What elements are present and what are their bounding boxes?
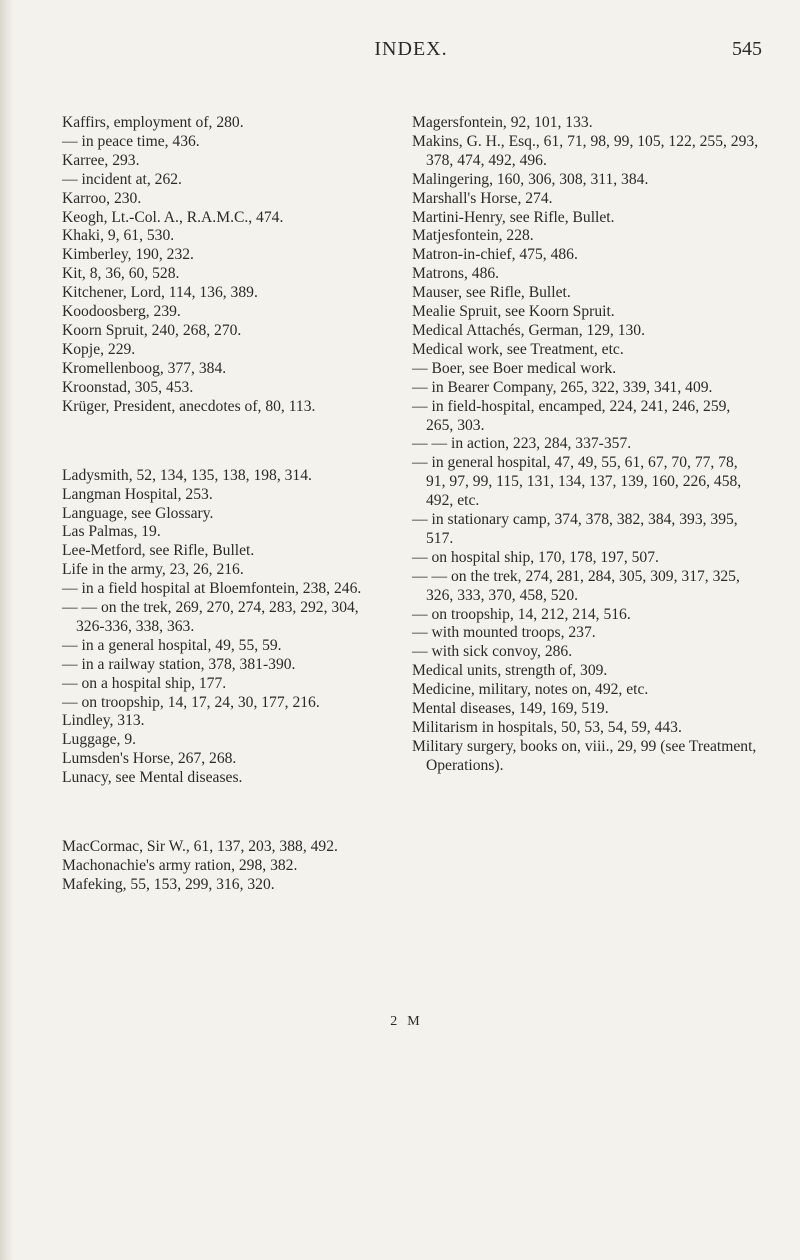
signature-number: 2: [390, 1014, 398, 1029]
index-entry: Karroo, 230.: [62, 189, 142, 207]
index-entry: Martini-Henry, see Rifle, Bullet.: [412, 208, 615, 226]
index-entry: Kromellenboog, 377, 384.: [62, 359, 227, 377]
index-entry: — in a railway station, 378, 381-390.: [62, 655, 296, 673]
signature-mark: [0, 1014, 800, 1030]
index-entry: Lee-Metford, see Rifle, Bullet.: [62, 542, 255, 560]
index-entry: Khaki, 9, 61, 530.: [62, 227, 175, 245]
index-entry: Language, see Glossary.: [62, 504, 214, 522]
index-entry: Mafeking, 55, 153, 299, 316, 320.: [62, 876, 275, 894]
index-entry: Ladysmith, 52, 134, 135, 138, 198, 314.: [62, 466, 312, 484]
index-entry: — on a hospital ship, 177.: [62, 674, 227, 692]
index-entry: Kroonstad, 305, 453.: [62, 378, 194, 396]
index-entry: Lindley, 313.: [62, 712, 145, 730]
index-entry: — in Bearer Company, 265, 322, 339, 341, 409.: [412, 378, 713, 396]
index-entry: Koorn Spruit, 240, 268, 270.: [62, 321, 242, 339]
index-entry: Life in the army, 23, 26, 216.: [62, 561, 244, 579]
index-entry: Krüger, President, anecdotes of, 80, 113.: [62, 397, 316, 415]
index-entry: Militarism in hospitals, 50, 53, 54, 59, 443.: [412, 719, 682, 736]
index-entry: Luggage, 9.: [62, 731, 137, 749]
signature-letter: M: [407, 1014, 420, 1029]
index-entry: — Boer, see Boer medical work.: [412, 359, 617, 377]
index-entry: Kaffirs, employment of, 280.: [62, 114, 244, 131]
index-entry: Karree, 293.: [62, 151, 140, 169]
index-entry: — in field-hospital, encamped, 224, 241, 246, 259, 265, 303.: [412, 397, 731, 434]
index-entry: — on troopship, 14, 212, 214, 516.: [412, 605, 631, 623]
index-column-left: [62, 114, 380, 895]
index-entry: Magersfontein, 92, 101, 133.: [412, 114, 593, 131]
index-entry: Kopje, 229.: [62, 340, 136, 358]
index-entry: Kimberley, 190, 232.: [62, 246, 194, 264]
index-entry: Makins, G. H., Esq., 61, 71, 98, 99, 105, 122, 255, 293, 378, 474, 492, 496.: [412, 132, 759, 169]
index-entry: — incident at, 262.: [62, 170, 182, 188]
index-entry: — — on the trek, 269, 270, 274, 283, 292, 304, 326-336, 338, 363.: [62, 599, 359, 635]
index-entry: Matrons, 486.: [412, 265, 500, 283]
index-entry: Matron-in-chief, 475, 486.: [412, 246, 578, 264]
index-entry: — in a general hospital, 49, 55, 59.: [62, 636, 282, 654]
index-entry: Las Palmas, 19.: [62, 523, 161, 541]
index-entry: Mauser, see Rifle, Bullet.: [412, 284, 571, 302]
section-gap: [62, 804, 380, 823]
index-entry: — — on the trek, 274, 281, 284, 305, 309, 317, 325, 326, 333, 370, 458, 520.: [412, 567, 740, 604]
page-number: 545: [732, 38, 762, 60]
index-entry: — on hospital ship, 170, 178, 197, 507.: [412, 548, 659, 566]
index-entry: Malingering, 160, 306, 308, 311, 384.: [412, 170, 649, 188]
index-entry: — on troopship, 14, 17, 24, 30, 177, 216.: [62, 693, 320, 711]
index-entry: — — in action, 223, 284, 337-357.: [412, 435, 632, 453]
index-entry: Machonachie's army ration, 298, 382.: [62, 857, 298, 875]
index-column-right: [412, 114, 760, 776]
index-entry: — in peace time, 436.: [62, 132, 200, 150]
index-entry: — in stationary camp, 374, 378, 382, 384, 393, 395, 517.: [412, 511, 738, 547]
index-entry: Matjesfontein, 228.: [412, 227, 534, 245]
index-entry: — in a field hospital at Bloemfontein, 238, 246.: [62, 580, 362, 598]
index-entry: Medical units, strength of, 309.: [412, 662, 608, 680]
index-entry: Marshall's Horse, 274.: [412, 189, 553, 207]
index-entry: Lumsden's Horse, 267, 268.: [62, 750, 237, 768]
index-entry: — with mounted troops, 237.: [412, 624, 596, 642]
index-entry: Mental diseases, 149, 169, 519.: [412, 700, 609, 718]
index-entry: Kitchener, Lord, 114, 136, 389.: [62, 284, 258, 302]
index-entry: Lunacy, see Mental diseases.: [62, 769, 243, 787]
index-entry: Medical Attachés, German, 129, 130.: [412, 321, 645, 339]
index-entry: — with sick convoy, 286.: [412, 643, 573, 661]
index-entry: Keogh, Lt.-Col. A., R.A.M.C., 474.: [62, 208, 284, 226]
section-gap: [62, 432, 380, 451]
running-header: [60, 38, 762, 68]
index-entry: Military surgery, books on, viii., 29, 99 (see Treatment, Operations).: [412, 737, 757, 774]
index-entry: Koodoosberg, 239.: [62, 303, 181, 321]
index-entry: Mealie Spruit, see Koorn Spruit.: [412, 303, 615, 321]
index-title: INDEX.: [374, 38, 448, 60]
page-spine-shadow: [0, 0, 14, 1260]
index-entry: Medical work, see Treatment, etc.: [412, 340, 624, 358]
index-entry: MacCormac, Sir W., 61, 137, 203, 388, 492.: [62, 838, 338, 856]
index-entry: Kit, 8, 36, 60, 528.: [62, 265, 180, 283]
index-entry: Langman Hospital, 253.: [62, 485, 213, 503]
index-entry: Medicine, military, notes on, 492, etc.: [412, 681, 649, 699]
index-entry: — in general hospital, 47, 49, 55, 61, 67, 70, 77, 78, 91, 97, 99, 115, 131, 134, 137, 139, 160, 226, 458, 492, etc.: [412, 454, 742, 510]
